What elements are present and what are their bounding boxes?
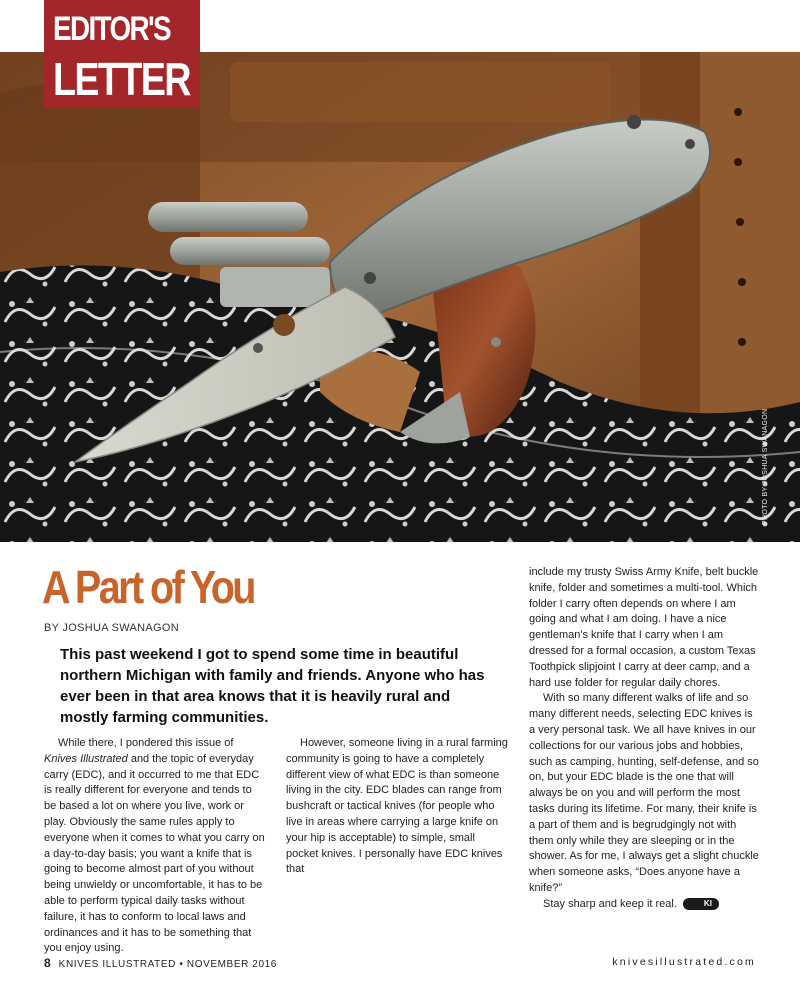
page-number: 8 [44,956,52,970]
article-title: A Part of You [42,561,254,613]
footer-separator: • [179,959,184,970]
paragraph-2-continued: include my trusty Swiss Army Knife, belt buckle knife, folder and sometimes a multi-tool. Which folder I carry often depends on where I am going and what I am doing. I have a nice gentleman's knife that I carry when I am dressed for a formal occasion, a custom Texas Toothpick slipjoint I carry at deer camp, and a hard use folder for regular daily chores. [529,566,759,689]
website-url: knivesillustrated.com [612,956,756,968]
sign-off: Stay sharp and keep it real. [543,897,677,910]
magazine-name: Knives Illustrated [44,752,128,765]
issue-date: NOVEMBER 2016 [186,959,277,970]
column-1 [44,736,266,957]
paragraph-2: However, someone living in a rural farming community is going to have a completely different view of what EDC is than someone living in the city. EDC blades can range from bushcraft or tactical knives (for people who live in areas where carrying a large knife on your hip is acceptable) to simple, small pocket knives. I personally have EDC knives that [286,737,508,876]
paragraph-3: With so many different walks of life and so many different needs, selecting EDC knives is a very personal task. We all have knives in our collections for our various jobs and hobbies, such as camping, hunting, self-defense, and so on, but your EDC blade is the one that will always be on you and will perform the most tasks during its lifetime. For many, their knife is a part of them and is begrudgingly not with them only while they are sleeping or in the shower. As for me, I always get a slight chuckle when someone asks, “Does anyone have a knife?” [529,692,759,894]
photo-credit: PHOTO BY JOSHUA SWANAGON [762,408,769,525]
column-2 [286,736,510,878]
section-label-line1: EDITOR'S [53,10,170,48]
section-label-line2: LETTER [53,53,190,105]
column-3 [529,565,759,913]
article-lead: This past weekend I got to spend some time in beautiful northern Michigan with family and friends. Anyone who has ever been in that area knows that it is heavily rural and mostly farming communities. [60,646,485,726]
paragraph-1-rest: and the topic of everyday carry (EDC), and it occurred to me that EDC is really different for everyone and tends to be based a lot on where you live, work or play. Obviously the same rules apply to everyone when it comes to what you carry on a day-to-day basis; you want a knife that is going to become almost part of you without being unwieldy or uncomfortable, it has to be able to perform typical daily tasks without failure, it has to conform to local laws and ordinances and it has to be something that you enjoy using. [44,752,265,955]
section-badge [44,0,200,108]
magazine-title: KNIVES ILLUSTRATED [58,959,176,970]
paragraph-1-start: While there, I pondered this issue of [58,737,234,749]
paragraph-1 [44,736,266,957]
ki-end-mark: KI [683,898,719,910]
article-byline: BY JOSHUA SWANAGON [44,622,179,634]
hero-photo [0,52,800,542]
paragraph-4 [529,897,759,913]
footer-folio [44,956,277,970]
